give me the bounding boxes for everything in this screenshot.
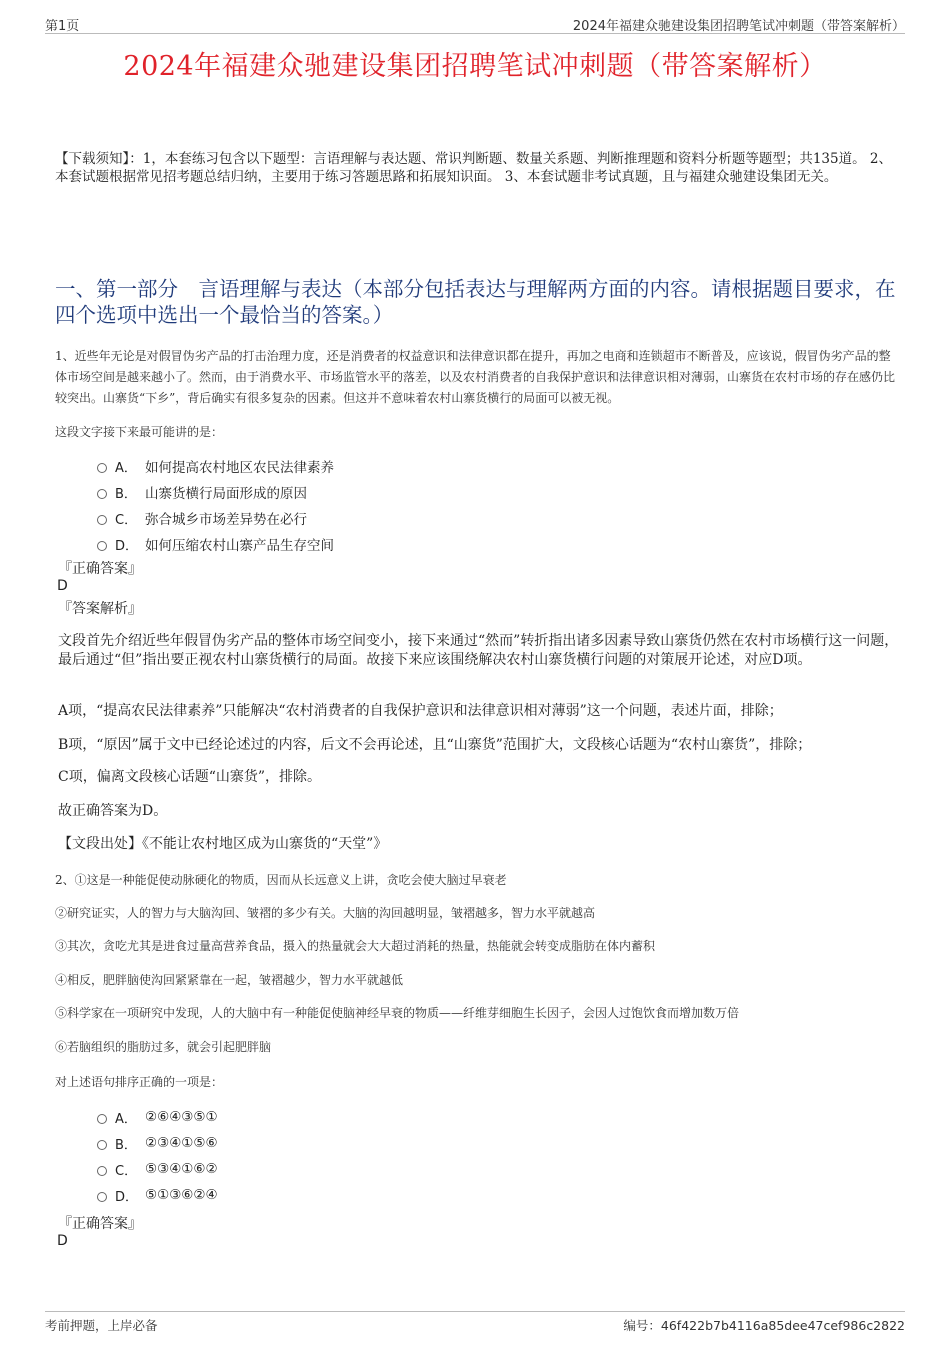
radio-button[interactable] [97, 463, 107, 473]
radio-button[interactable] [97, 489, 107, 499]
section-heading: 一、第一部分 言语理解与表达（本部分包括表达与理解两方面的内容。请根据题目要求，在四个选项中选出一个最恰当的答案。） [55, 277, 896, 327]
question-1-text: 1、近些年无论是对假冒伪劣产品的打击治理力度，还是消费者的权益意识和法律意识都在提升，再加之电商和连锁超市不断普及，应该说，假冒伪劣产品的整体市场空间是越来越小了。然而，由于消费水平、市场监管水平的落差，以及农村消费者的自我保护意识和法律意识相对薄弱，山寨货在农村市场的存在感仍比较突出。山寨货“下乡”，背后确实有很多复杂的因素。但这并不意味着农村山寨货横行的局面可以被无视。 [55, 349, 896, 405]
question-1-analysis-c: C项，偏离文段核心话题“山寨货”，排除。 [58, 769, 322, 785]
question-2-option-b[interactable]: B． ②③④①⑤⑥ [97, 1130, 218, 1156]
question-2-options [97, 1104, 218, 1208]
question-2-sentence-5: ⑤科学家在一项研究中发现，人的大脑中有一种能促使脑神经早衰的物质——纤维芽细胞生长因子，会因人过饱饮食而增加数万倍 [55, 1006, 740, 1020]
header-doc-title: 2024年福建众驰建设集团招聘笔试冲刺题（带答案解析） [572, 19, 905, 34]
radio-button[interactable] [97, 1114, 107, 1124]
question-2-sentence-2: ②研究证实，人的智力与大脑沟回、皱褶的多少有关。大脑的沟回越明显，皱褶越多，智力水平就越高 [55, 906, 596, 920]
question-1-analysis-summary: 文段首先介绍近些年假冒伪劣产品的整体市场空间变小，接下来通过“然而”转折指出诸多因素导致山寨货仍然在农村市场横行这一问题，最后通过“但”指出要正视农村山寨货横行的局面。故接下来应该围绕解决农村山寨货横行问题的对策展开论述，对应D项。 [58, 633, 899, 668]
question-1-analysis-b: B项，“原因”属于文中已经论述过的内容，后文不会再论述，且“山寨货”范围扩大，文段核心话题为“农村山寨货”，排除； [58, 737, 812, 753]
radio-button[interactable] [97, 1140, 107, 1150]
question-1-source: 【文段出处】《不能让农村地区成为山寨货的“天堂”》 [58, 836, 388, 852]
question-2-prompt: 对上述语句排序正确的一项是： [55, 1075, 224, 1089]
question-1-analysis-a: A项，“提高农民法律素养”只能解决“农村消费者的自我保护意识和法律意识相对薄弱”这一个问题，表述片面，排除； [58, 703, 783, 719]
question-2-answer: D [57, 1233, 68, 1249]
question-1-analysis-label: 『答案解析』 [58, 601, 142, 617]
question-1-option-b[interactable]: B． 山寨货横行局面形成的原因 [97, 479, 334, 505]
download-notice: 【下载须知】：1，本套练习包含以下题型：言语理解与表达题、常识判断题、数量关系题、判断推理题和资料分析题等题型；共135道。 2、本套试题根据常见招考题总结归纳，主要用于练习答题思路和拓展知识面。 3、本套试题非考试真题，且与福建众驰建设集团无关。 [55, 151, 892, 185]
radio-button[interactable] [97, 1192, 107, 1202]
page-number: 第1页 [45, 19, 80, 34]
footer-slogan: 考前押题，上岸必备 [45, 1318, 158, 1333]
question-2-option-a[interactable]: A． ②⑥④③⑤① [97, 1104, 218, 1130]
radio-button[interactable] [97, 541, 107, 551]
question-1-option-d[interactable]: D． 如何压缩农村山寨产品生存空间 [97, 531, 334, 557]
question-1-option-a[interactable]: A． 如何提高农村地区农民法律素养 [97, 453, 334, 479]
page-footer [45, 1311, 905, 1333]
question-2-option-d[interactable]: D． ⑤①③⑥②④ [97, 1182, 218, 1208]
question-1-options [97, 453, 334, 557]
question-2-sentence-1: 2、①这是一种能促使动脉硬化的物质，因而从长远意义上讲，贪吃会使大脑过早衰老 [55, 873, 507, 887]
footer-code: 编号：46f422b7b4116a85dee47cef986c2822 [623, 1318, 905, 1333]
question-1-option-c[interactable]: C． 弥合城乡市场差异势在必行 [97, 505, 334, 531]
question-1-answer-label: 『正确答案』 [58, 561, 142, 577]
question-2-sentence-4: ④相反，肥胖脑使沟回紧紧靠在一起，皱褶越少，智力水平就越低 [55, 973, 404, 987]
question-1-answer: D [57, 578, 68, 594]
radio-button[interactable] [97, 515, 107, 525]
question-1-analysis-conclusion: 故正确答案为D。 [58, 803, 168, 819]
question-2-sentence-6: ⑥若脑组织的脂肪过多，就会引起肥胖脑 [55, 1040, 272, 1054]
radio-button[interactable] [97, 1166, 107, 1176]
page-header [45, 14, 905, 34]
question-2-option-c[interactable]: C． ⑤③④①⑥② [97, 1156, 218, 1182]
question-2-sentence-3: ③其次，贪吃尤其是进食过量高营养食品，摄入的热量就会大大超过消耗的热量，热能就会转变成脂肪在体内蓄积 [55, 939, 656, 953]
question-1-prompt: 这段文字接下来最可能讲的是： [55, 425, 224, 439]
question-2-answer-label: 『正确答案』 [58, 1216, 142, 1232]
document-title: 2024年福建众驰建设集团招聘笔试冲刺题（带答案解析） [123, 51, 827, 82]
